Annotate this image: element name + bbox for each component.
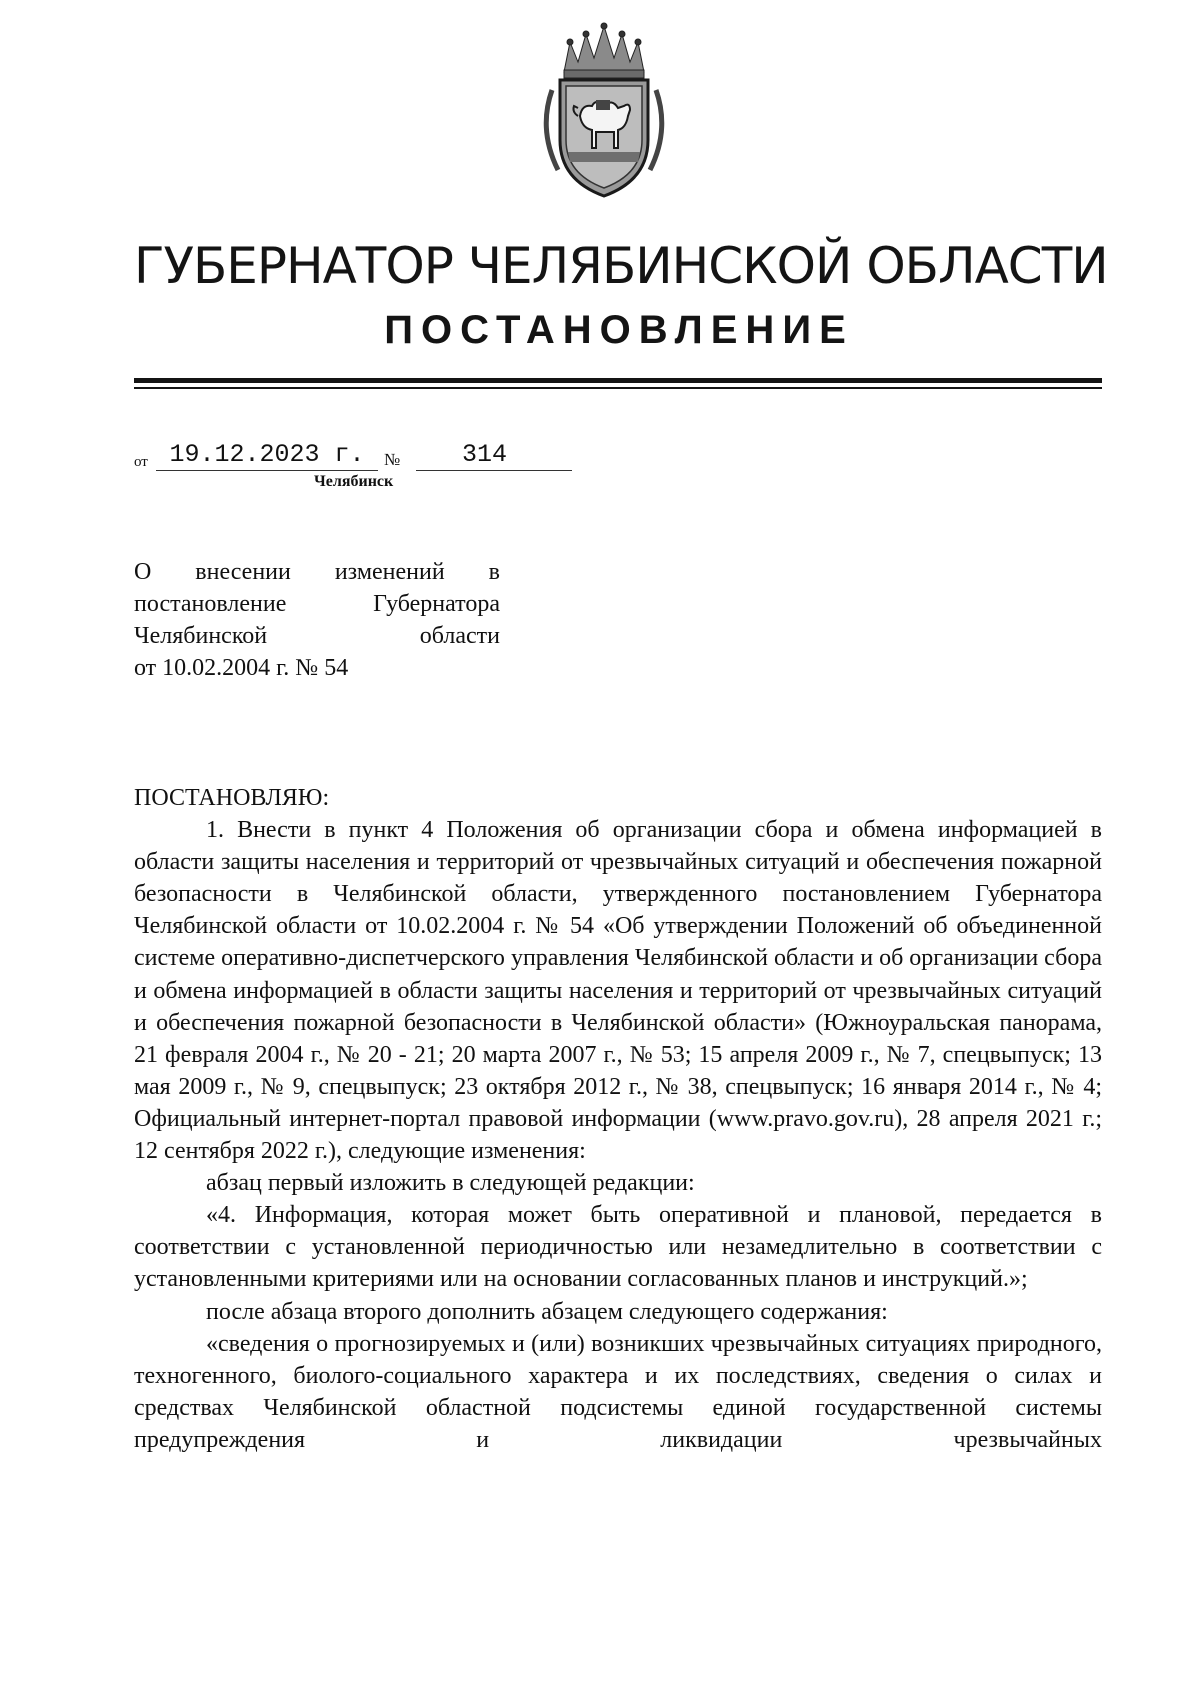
subject-line: Челябинской области [134, 623, 500, 649]
subject-line: от 10.02.2004 г. № 54 [134, 655, 349, 681]
issuing-authority: ГУБЕРНАТОР ЧЕЛЯБИНСКОЙ ОБЛАСТИ [134, 237, 1108, 295]
body-paragraph: «4. Информация, которая может быть оперативной и плановой, передается в соответствии с установленной периодичностью или незамедлительно в соответствии с установленными критериями или на основании согласованных планов и инструкций.»; [134, 1202, 1102, 1293]
resolution-heading: ПОСТАНОВЛЯЮ: [134, 785, 330, 811]
document-subject [134, 556, 500, 684]
from-label: от [134, 454, 148, 470]
body-paragraph: 1. Внести в пункт 4 Положения об организации сбора и обмена информацией в области защиты населения и территорий от чрезвычайных ситуаций и обеспечения пожарной безопасности в Челябинской области, утвержденного постановлением Губернатора Челябинской области от 10.02.2004 г. № 54 «Об утверждении Положений об объединенной системе оперативно-диспетчерского управления Челябинской области и об организации сбора и обмена информацией в области защиты населения и территорий от чрезвычайных ситуаций и обеспечения пожарной безопасности в Челябинской области» (Южноуральская панорама, 21 февраля 2004 г., № 20 - 21; 20 марта 2007 г., № 53; 15 апреля 2009 г., № 7, спецвыпуск; 13 мая 2009 г., № 9, спецвыпуск; 23 октября 2012 г., № 38, спецвыпуск; 16 января 2014 г., № 4; Официальный интернет-портал правовой информации (www.pravo.gov.ru), 28 апреля 2021 г.; 12 сентября 2022 г.), следующие изменения: [134, 817, 1102, 1165]
document-body [134, 782, 1102, 1456]
subject-line: О внесении изменений в [134, 559, 500, 585]
body-paragraph: после абзаца второго дополнить абзацем следующего содержания: [206, 1298, 888, 1325]
document-type: ПОСТАНОВЛЕНИЕ [384, 308, 854, 352]
document-date: 19.12.2023 г. [156, 440, 378, 471]
body-paragraph: абзац первый изложить в следующей редакции: [206, 1170, 695, 1197]
subject-line: постановление Губернатора [134, 591, 500, 617]
header-divider-thin [134, 387, 1102, 389]
header-divider-thick [134, 378, 1102, 383]
issue-city: Челябинск [314, 473, 394, 490]
number-sign-label: № [384, 450, 401, 469]
chelyabinsk-coat-of-arms-icon [534, 20, 674, 200]
date-number-line [134, 440, 574, 474]
body-paragraph: «сведения о прогнозируемых и (или) возникших чрезвычайных ситуациях природного, техногенного, биолого-социального характера и их последствиях, сведения о силах и средствах Челябинской областной подсистемы единой государственной системы предупреждения и ликвидации чрезвычайных [134, 1330, 1102, 1453]
document-number: 314 [416, 440, 572, 471]
